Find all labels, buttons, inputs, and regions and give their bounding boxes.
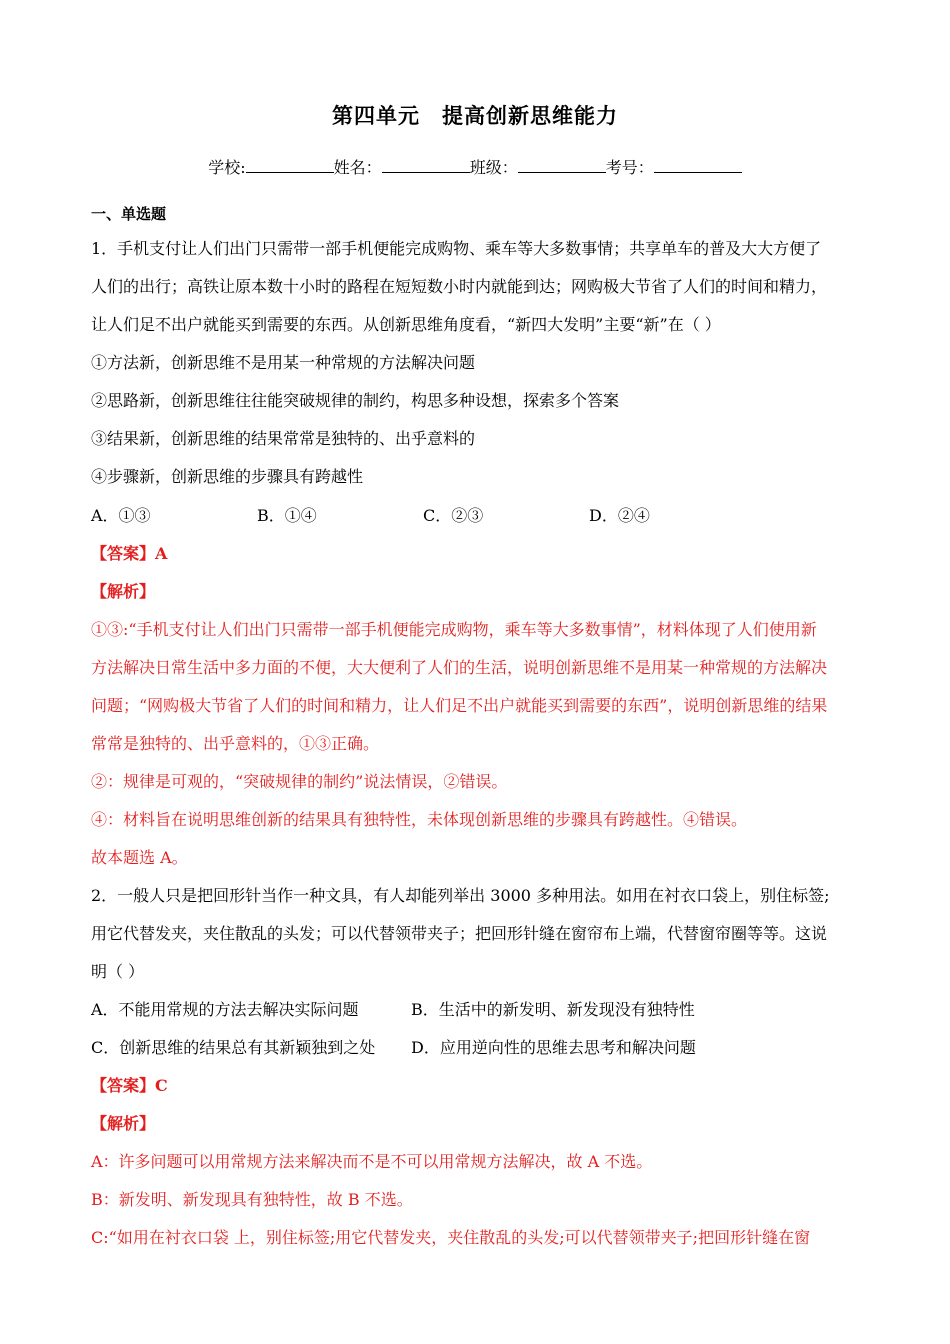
- q1-stem-line: 1．手机支付让人们出门只需带一部手机便能完成购物、乘车等大多数事情；共享单车的普及大大方便了: [91, 239, 822, 258]
- q1-analysis-line: 常常是独特的、出乎意料的，①③正确。: [91, 734, 380, 753]
- page-title: [0, 100, 950, 130]
- q1-conclusion: 故本题选 A。: [91, 848, 188, 867]
- q2-analysis-line: A：许多问题可以用常规方法来解决而不是不可以用常规方法解决，故 A 不选。: [91, 1152, 653, 1171]
- title-topic: 提高创新思维能力: [442, 104, 618, 128]
- q1-analysis-line: ④：材料旨在说明思维创新的结果具有独特性，未体现创新思维的步骤具有跨越性。④错误。: [91, 810, 748, 829]
- q2-stem-line: 用它代替发夹，夹住散乱的头发；可以代替领带夹子；把回形针缝在窗帘布上端，代替窗帘圈等等。这说: [91, 924, 828, 943]
- name-label: 姓名：: [333, 158, 382, 177]
- school-label: 学校:: [208, 158, 246, 177]
- q2-option-c: C．创新思维的结果总有其新颖独到之处: [91, 1038, 376, 1057]
- q2-analysis-line: B：新发明、新发现具有独特性，故 B 不选。: [91, 1190, 413, 1209]
- q1-stem-line: 人们的出行；高铁让原本数十小时的路程在短短数小时内就能到达；网购极大节省了人们的时间和精力，: [91, 277, 828, 296]
- q1-statement: ④步骤新，创新思维的步骤具有跨越性: [91, 467, 364, 486]
- exam-no-blank: [654, 158, 742, 173]
- class-label: 班级：: [469, 158, 518, 177]
- q2-option-a: A．不能用常规的方法去解决实际问题: [91, 1000, 359, 1019]
- q1-option-a: A．①③: [91, 506, 151, 525]
- q1-stem-line: 让人们足不出户就能买到需要的东西。从创新思维角度看，“新四大发明”主要“新”在（ ）: [91, 315, 721, 334]
- q1-option-b: B．①④: [257, 506, 317, 525]
- q2-stem-line: 2．一般人只是把回形针当作一种文具，有人却能列举出 3000 多种用法。如用在衬衣口袋上，别住标签;: [91, 886, 830, 905]
- exam-no-label: 考号：: [605, 158, 654, 177]
- q1-analysis-line: ②：规律是可观的，“突破规律的制约”说法情误，②错误。: [91, 772, 508, 791]
- q1-statement: ②思路新，创新思维往往能突破规律的制约，构思多种设想，探索多个答案: [91, 391, 620, 410]
- q2-stem-line: 明（ ）: [91, 962, 145, 981]
- class-blank: [518, 158, 606, 173]
- q2-answer: 【答案】C: [91, 1076, 168, 1095]
- q2-options-row: [91, 1037, 696, 1059]
- q2-analysis-line: C:“如用在衬衣口袋 上，别住标签;用它代替发夹，夹住散乱的头发;可以代替领带夹子;把回形针缝在窗: [91, 1228, 811, 1247]
- q1-analysis-line: 问题；“网购极大节省了人们的时间和精力，让人们足不出户就能买到需要的东西”，说明创新思维的结果: [91, 696, 828, 715]
- q1-analysis-label: 【解析】: [91, 582, 156, 601]
- q1-analysis-line: ①③:“手机支付让人们出门只需带一部手机便能完成购物，乘车等大多数事情”，材料体现了人们使用新: [91, 620, 817, 639]
- q1-option-d: D．②④: [589, 506, 650, 525]
- q2-option-d: D．应用逆向性的思维去思考和解决问题: [411, 1038, 696, 1057]
- title-unit: 第四单元: [332, 104, 420, 128]
- school-blank: [246, 158, 334, 173]
- section-heading: 一、单选题: [91, 205, 167, 223]
- student-info-line: [0, 155, 950, 178]
- q1-option-c: C．②③: [423, 506, 484, 525]
- q2-options-row: [91, 999, 695, 1021]
- q1-statement: ③结果新，创新思维的结果常常是独特的、出乎意料的: [91, 429, 476, 448]
- q2-analysis-label: 【解析】: [91, 1114, 156, 1133]
- q1-analysis-line: 方法解决日常生活中多力面的不便，大大便利了人们的生活，说明创新思维不是用某一种常规的方法解决: [91, 658, 828, 677]
- name-blank: [382, 158, 470, 173]
- q2-option-b: B．生活中的新发明、新发现没有独特性: [411, 1000, 695, 1019]
- q1-options: [91, 505, 650, 527]
- q1-statement: ①方法新，创新思维不是用某一种常规的方法解决问题: [91, 353, 476, 372]
- q1-answer: 【答案】A: [91, 544, 168, 563]
